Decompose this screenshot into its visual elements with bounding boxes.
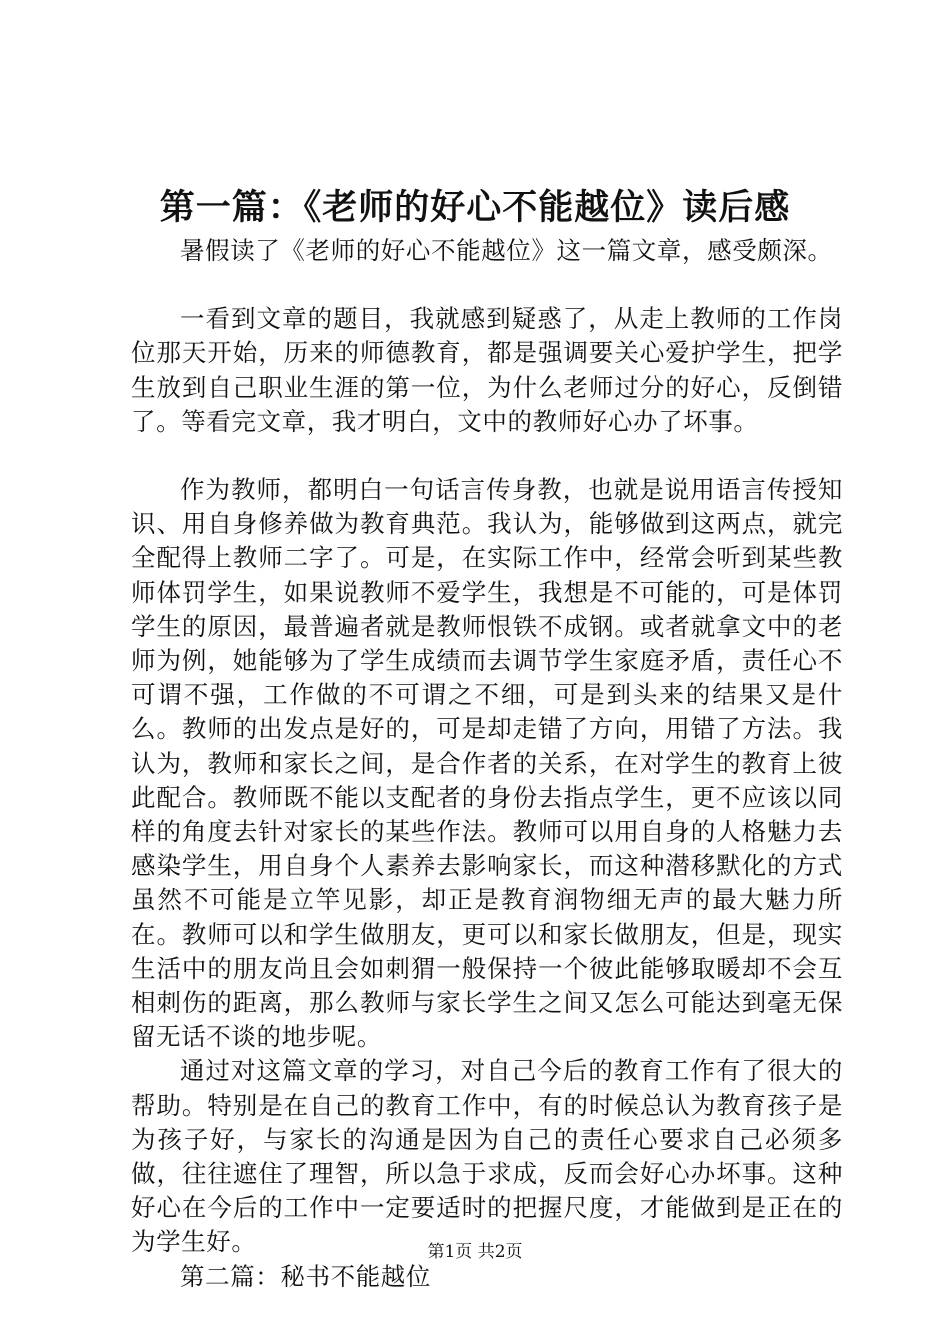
page-footer: 第1页 共2页 [427,1242,523,1262]
document-title: 第一篇：《老师的好心不能越位》读后感 [159,187,791,228]
paragraph-gap [131,439,843,473]
paragraph-question: 一看到文章的题目，我就感到疑惑了，从走上教师的工作岗位那天开始，历来的师德教育，都是强调要关心爱护学生，把学生放到自己职业生涯的第一位，为什么老师过分的好心，反倒错了。等看完文章，我才明白，文中的教师好心办了坏事。 [131,304,843,436]
paragraph-intro: 暑假读了《老师的好心不能越位》这一篇文章，感受颇深。 [180,236,833,265]
document-body [131,234,843,1294]
paragraph-reflection: 通过对这篇文章的学习，对自己今后的教育工作有了很大的帮助。特别是在自己的教育工作中，有的时候总认为教育孩子是为孩子好，与家长的沟通是因为自己的责任心要求自己必须多做，往往遮住了理智，所以急于求成，反而会好心办坏事。这种好心在今后的工作中一定要适时的把握尺度，才能做到是正在的为学生好。 [131,1056,843,1257]
paragraph-gap [131,268,843,302]
paragraph-analysis: 作为教师，都明白一句话言传身教，也就是说用语言传授知识、用自身修养做为教育典范。我认为，能够做到这两点，就完全配得上教师二字了。可是，在实际工作中，经常会听到某些教师体罚学生，如果说教师不爱学生，我想是不可能的，可是体罚学生的原因，最普遍者就是教师恨铁不成钢。或者就拿文中的老师为例，她能够为了学生成绩而去调节学生家庭矛盾，责任心不可谓不强，工作做的不可谓之不细，可是到头来的结果又是什么。教师的出发点是好的，可是却走错了方向，用错了方法。我认为，教师和家长之间，是合作者的关系，在对学生的教育上彼此配合。教师既不能以支配者的身份去指点学生，更不应该以同样的角度去针对家长的某些作法。教师可以用自身的人格魅力去感染学生，用自身个人素养去影响家长，而这种潜移默化的方式虽然不可能是立竿见影，却正是教育润物细无声的最大魅力所在。教师可以和学生做朋友，更可以和家长做朋友，但是，现实生活中的朋友尚且会如刺猬一般保持一个彼此能够取暖却不会互相刺伤的距离，那么教师与家长学生之间又怎么可能达到毫无保留无话不谈的地步呢。 [131,475,843,1052]
section-heading-second: 第二篇：秘书不能越位 [180,1261,431,1291]
